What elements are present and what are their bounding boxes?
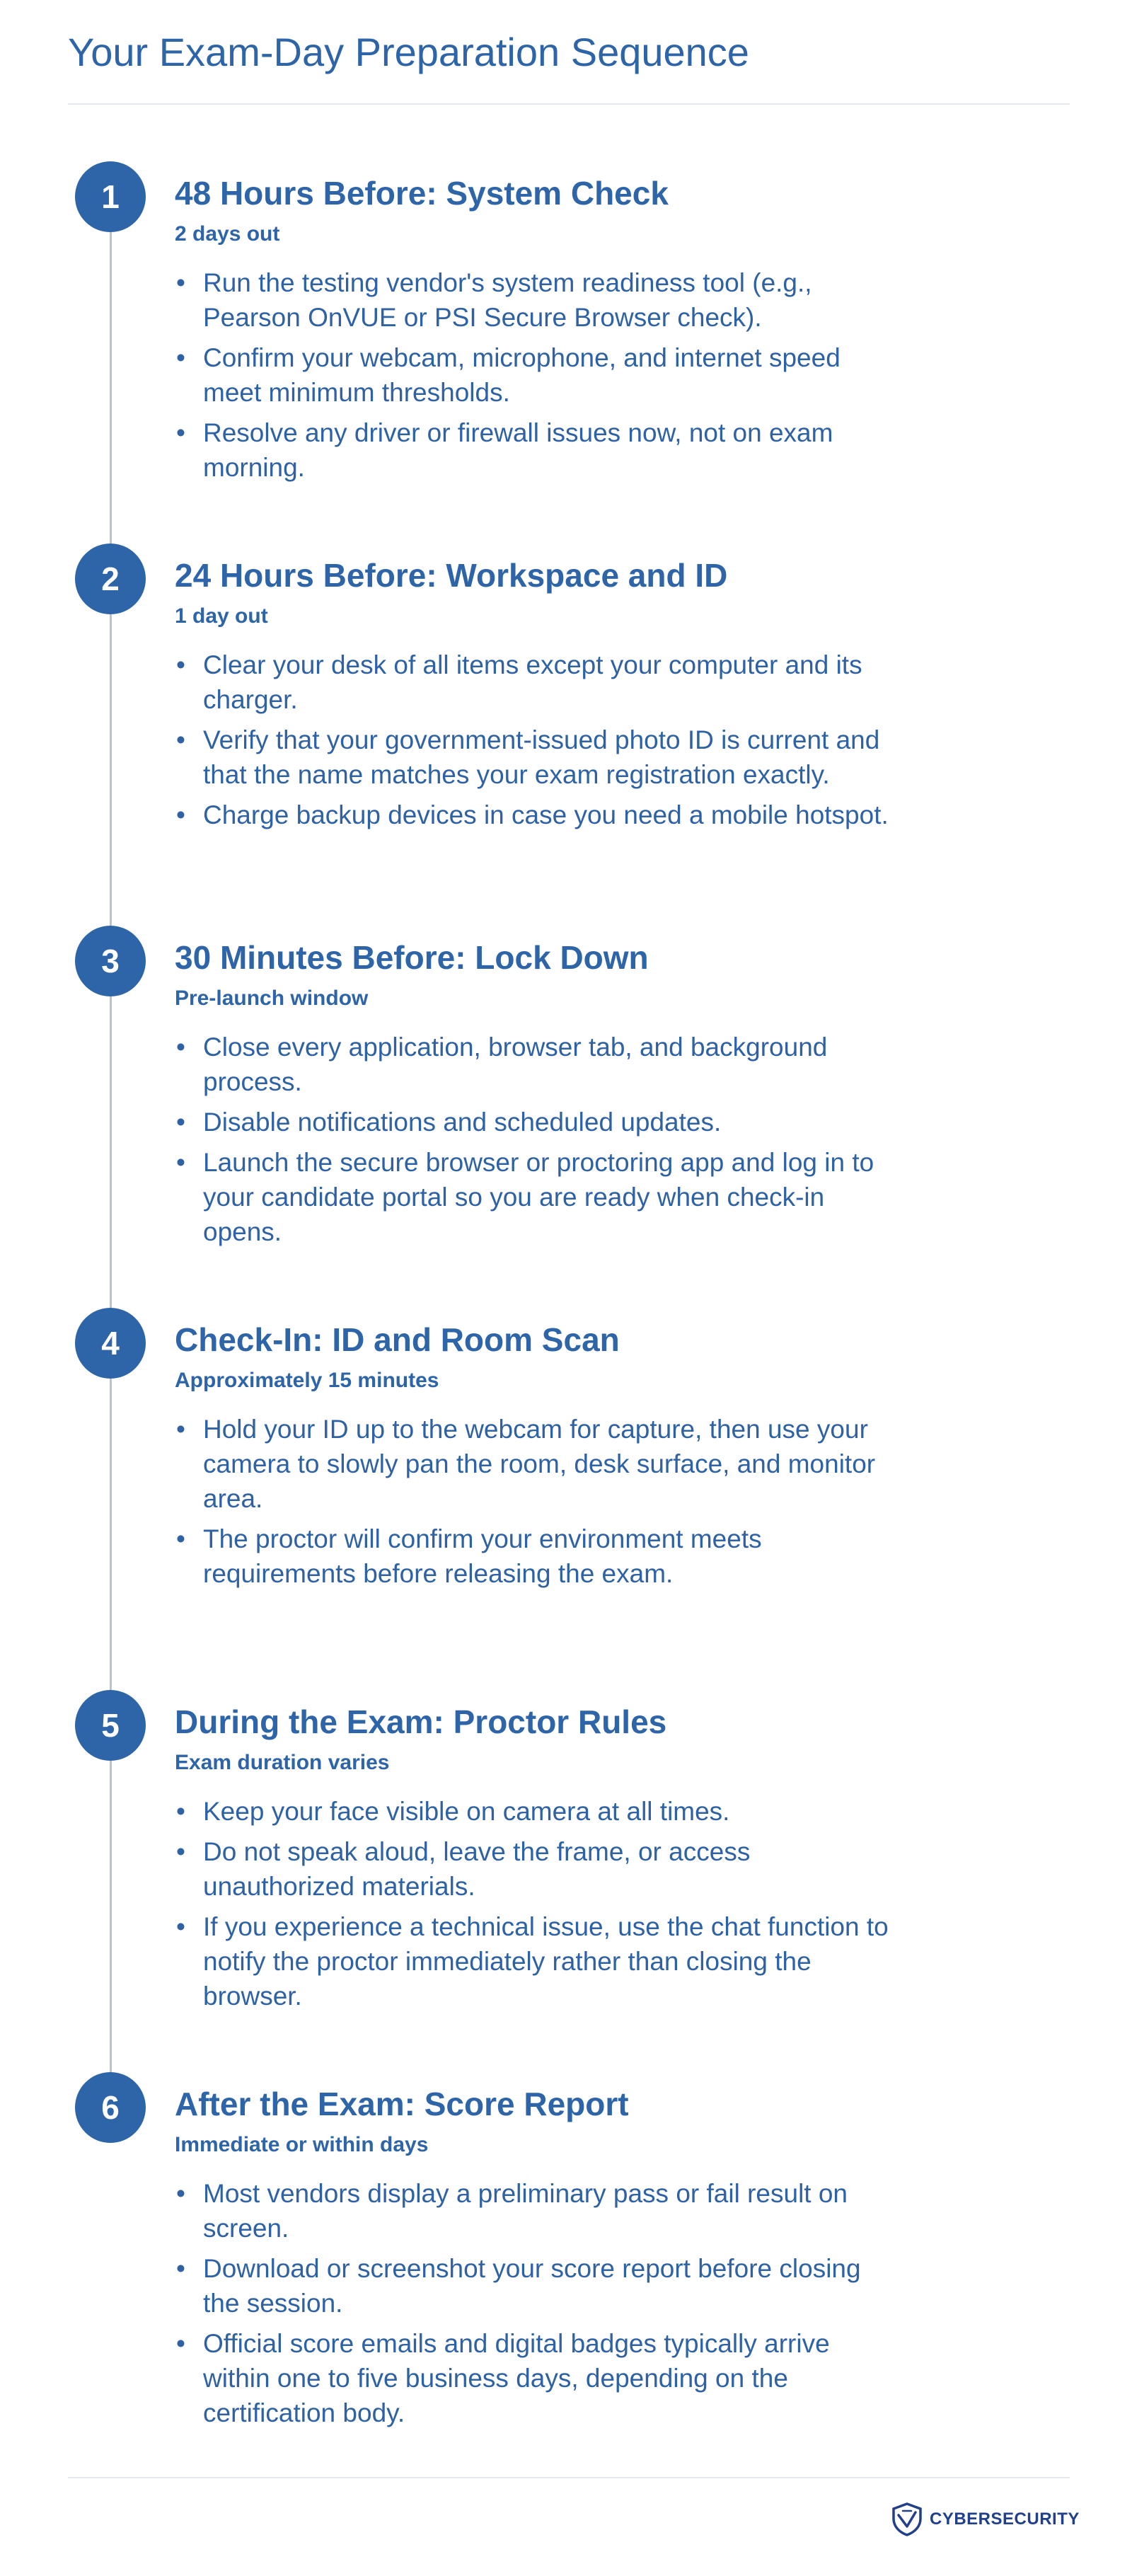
bullet-icon: •: [176, 725, 185, 755]
step-bullet-list: [175, 1412, 896, 1591]
bullet-icon: •: [176, 1912, 185, 1942]
list-item: • Confirm your webcam, microphone, and internet speed meet minimum thresholds.: [175, 340, 896, 410]
header-divider: [68, 103, 1070, 105]
step-number-badge: 1: [75, 161, 146, 232]
bullet-icon: •: [176, 1033, 185, 1062]
bullet-icon: •: [176, 1108, 185, 1137]
step-bullet-list: [175, 265, 896, 485]
step-bullet-list: [175, 1030, 896, 1249]
list-item: • Resolve any driver or firewall issues now, not on exam morning.: [175, 415, 896, 485]
list-item: • Official score emails and digital badges typically arrive within one to five business days, depending on the certification body.: [175, 2326, 896, 2430]
step-title: 24 Hours Before: Workspace and ID: [175, 557, 728, 594]
step-content: [175, 544, 896, 838]
bullet-icon: •: [176, 800, 185, 830]
bullet-icon: •: [176, 2329, 185, 2359]
step-subtitle: Exam duration varies: [175, 1751, 390, 1775]
bullet-icon: •: [176, 1797, 185, 1827]
list-item: • The proctor will confirm your environment meets requirements before releasing the exam.: [175, 1522, 896, 1591]
step-title: After the Exam: Score Report: [175, 2086, 629, 2122]
list-item: • Verify that your government-issued photo ID is current and that the name matches your exam registration exactly.: [175, 723, 896, 792]
footer-divider: [68, 2477, 1070, 2478]
step-bullet-list: [175, 2176, 896, 2430]
step-subtitle: Immediate or within days: [175, 2133, 429, 2157]
bullet-icon: •: [176, 2179, 185, 2209]
list-item: • Close every application, browser tab, and background process.: [175, 1030, 896, 1099]
bullet-icon: •: [176, 1837, 185, 1867]
step-subtitle: 2 days out: [175, 222, 280, 246]
bullet-icon: •: [176, 418, 185, 448]
bullet-icon: •: [176, 650, 185, 680]
list-item: • Launch the secure browser or proctoring app and log in to your candidate portal so you are ready when check-in opens.: [175, 1145, 896, 1249]
bullet-icon: •: [176, 1524, 185, 1554]
step-content: [175, 1308, 896, 1597]
bullet-icon: •: [176, 2254, 185, 2284]
step-title: 48 Hours Before: System Check: [175, 175, 669, 212]
step-number-badge: 4: [75, 1308, 146, 1379]
list-item: • Download or screenshot your score report before closing the session.: [175, 2251, 896, 2321]
step-subtitle: Pre-launch window: [175, 987, 369, 1011]
bullet-icon: •: [176, 1148, 185, 1178]
bullet-icon: •: [176, 343, 185, 373]
step-subtitle: 1 day out: [175, 604, 268, 628]
step-number-badge: 6: [75, 2072, 146, 2143]
list-item: • Charge backup devices in case you need a mobile hotspot.: [175, 798, 896, 832]
list-item: • Do not speak aloud, leave the frame, or access unauthorized materials.: [175, 1834, 896, 1904]
bullet-icon: •: [176, 1415, 185, 1444]
list-item: • Clear your desk of all items except your computer and its charger.: [175, 648, 896, 717]
list-item: • Hold your ID up to the webcam for capture, then use your camera to slowly pan the room, desk surface, and monitor area.: [175, 1412, 896, 1516]
step-number-badge: 3: [75, 926, 146, 996]
list-item: • Run the testing vendor's system readiness tool (e.g., Pearson OnVUE or PSI Secure Browser check).: [175, 265, 896, 335]
list-item: • Most vendors display a preliminary pass or fail result on screen.: [175, 2176, 896, 2246]
step-title: 30 Minutes Before: Lock Down: [175, 939, 649, 976]
step-number-badge: 2: [75, 544, 146, 614]
step-content: [175, 926, 896, 1255]
step-title: During the Exam: Proctor Rules: [175, 1703, 667, 1740]
step-title: Check-In: ID and Room Scan: [175, 1321, 620, 1358]
list-item: • Disable notifications and scheduled updates.: [175, 1105, 896, 1139]
list-item: • Keep your face visible on camera at all times.: [175, 1794, 896, 1829]
logo-text: CYBERSECURITY: [930, 2509, 1080, 2529]
step-number-badge: 5: [75, 1690, 146, 1761]
step-bullet-list: [175, 648, 896, 832]
step-bullet-list: [175, 1794, 896, 2013]
step-content: [175, 1690, 896, 2019]
brand-logo: [889, 2498, 1080, 2541]
shield-icon: [889, 2501, 925, 2538]
step-content: [175, 161, 896, 490]
step-content: [175, 2072, 896, 2436]
list-item: • If you experience a technical issue, use the chat function to notify the proctor immediately rather than closing the browser.: [175, 1909, 896, 2013]
page-title: Your Exam-Day Preparation Sequence: [68, 30, 749, 74]
step-subtitle: Approximately 15 minutes: [175, 1369, 439, 1393]
bullet-icon: •: [176, 268, 185, 298]
timeline-line: [110, 198, 112, 2109]
